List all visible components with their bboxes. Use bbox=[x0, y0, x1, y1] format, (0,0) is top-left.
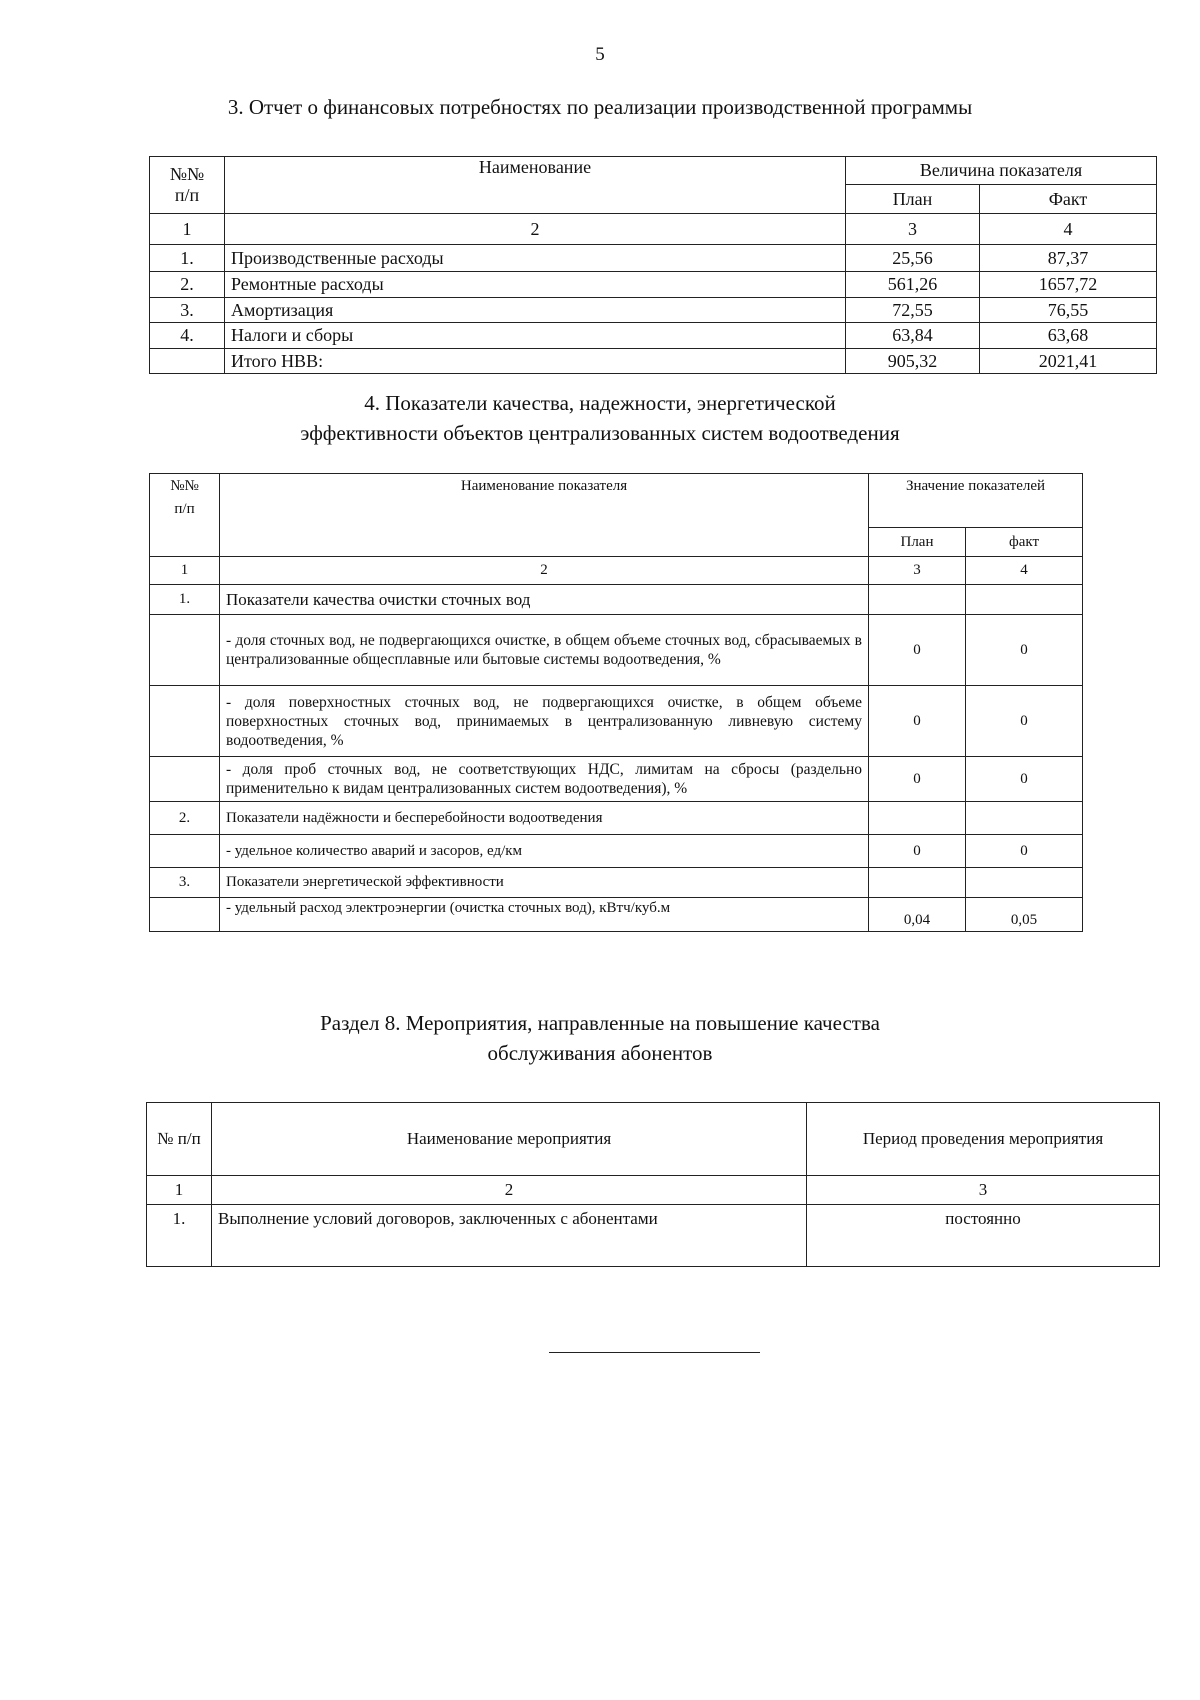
row-num bbox=[150, 835, 220, 868]
row-plan bbox=[869, 585, 966, 615]
row-fact: 0 bbox=[966, 835, 1083, 868]
section4-title-line1: 4. Показатели качества, надежности, энергетической bbox=[364, 391, 836, 415]
row-plan: 0 bbox=[869, 615, 966, 686]
table-row bbox=[150, 245, 1157, 272]
row-name: - доля проб сточных вод, не соответствующих НДС, лимитам на сбросы (раздельно применительно к видам централизованных систем водоотведения), % bbox=[220, 757, 869, 802]
table-row bbox=[150, 615, 1083, 686]
header-value: Величина показателя bbox=[846, 157, 1157, 185]
column-number-row bbox=[150, 557, 1083, 585]
row-plan: 0,04 bbox=[869, 898, 966, 932]
row-plan: 63,84 bbox=[846, 323, 980, 349]
section8-title bbox=[0, 1008, 1200, 1068]
row-fact: 0 bbox=[966, 757, 1083, 802]
row-name: Амортизация bbox=[225, 298, 846, 323]
column-number-row bbox=[147, 1176, 1160, 1205]
header-num: № п/п bbox=[147, 1103, 212, 1176]
table-header-row bbox=[150, 474, 1083, 528]
column-number: 1 bbox=[150, 557, 220, 585]
header-name: Наименование bbox=[225, 157, 846, 214]
service-measures-table bbox=[146, 1102, 1160, 1267]
table-row bbox=[150, 802, 1083, 835]
table-header-row bbox=[150, 157, 1157, 185]
row-plan: 72,55 bbox=[846, 298, 980, 323]
row-plan bbox=[869, 868, 966, 898]
row-fact: 0 bbox=[966, 686, 1083, 757]
section8-title-line1: Раздел 8. Мероприятия, направленные на повышение качества bbox=[320, 1011, 880, 1035]
page-number: 5 bbox=[595, 44, 605, 65]
row-fact: 63,68 bbox=[980, 323, 1157, 349]
header-fact: факт bbox=[966, 528, 1083, 557]
row-num: 2. bbox=[150, 802, 220, 835]
row-plan: 0 bbox=[869, 686, 966, 757]
header-num: №№ п/п bbox=[150, 474, 220, 557]
column-number: 3 bbox=[869, 557, 966, 585]
section8-title-line2: обслуживания абонентов bbox=[487, 1041, 713, 1065]
header-plan: План bbox=[869, 528, 966, 557]
row-name: Производственные расходы bbox=[225, 245, 846, 272]
table-row bbox=[150, 298, 1157, 323]
row-name: - удельное количество аварий и засоров, ед/км bbox=[220, 835, 869, 868]
row-fact bbox=[966, 868, 1083, 898]
table-row bbox=[150, 349, 1157, 374]
quality-indicators-table bbox=[149, 473, 1083, 932]
row-name: Выполнение условий договоров, заключенных с абонентами bbox=[212, 1205, 807, 1267]
row-fact: 0 bbox=[966, 615, 1083, 686]
row-num bbox=[150, 686, 220, 757]
row-plan: 0 bbox=[869, 835, 966, 868]
row-plan: 561,26 bbox=[846, 272, 980, 298]
row-num: 1. bbox=[150, 585, 220, 615]
header-name: Наименование мероприятия bbox=[212, 1103, 807, 1176]
row-name: Ремонтные расходы bbox=[225, 272, 846, 298]
column-number: 3 bbox=[846, 214, 980, 245]
table-row bbox=[150, 272, 1157, 298]
row-name: Показатели качества очистки сточных вод bbox=[220, 585, 869, 615]
column-number: 4 bbox=[966, 557, 1083, 585]
table-row bbox=[150, 323, 1157, 349]
row-num bbox=[150, 615, 220, 686]
row-name: - удельный расход электроэнергии (очистка сточных вод), кВтч/куб.м bbox=[220, 898, 869, 932]
table-header-row bbox=[147, 1103, 1160, 1176]
row-period: постоянно bbox=[807, 1205, 1160, 1267]
row-plan: 25,56 bbox=[846, 245, 980, 272]
row-name: - доля поверхностных сточных вод, не подвергающихся очистке, в общем объеме поверхностных сточных вод, принимаемых в централизованную ливневую систему водоотведения, % bbox=[220, 686, 869, 757]
row-name: - доля сточных вод, не подвергающихся очистке, в общем объеме сточных вод, сбрасываемых в централизованные общесплавные или бытовые системы водоотведения, % bbox=[220, 615, 869, 686]
row-fact: 76,55 bbox=[980, 298, 1157, 323]
row-fact: 87,37 bbox=[980, 245, 1157, 272]
row-num: 1. bbox=[147, 1205, 212, 1267]
column-number-row bbox=[150, 214, 1157, 245]
column-number: 2 bbox=[220, 557, 869, 585]
column-number: 1 bbox=[150, 214, 225, 245]
row-fact bbox=[966, 585, 1083, 615]
table-row bbox=[150, 868, 1083, 898]
table-row bbox=[147, 1205, 1160, 1267]
table-row bbox=[150, 835, 1083, 868]
row-fact: 0,05 bbox=[966, 898, 1083, 932]
financial-needs-table bbox=[149, 156, 1157, 374]
column-number: 4 bbox=[980, 214, 1157, 245]
row-num: 1. bbox=[150, 245, 225, 272]
column-number: 3 bbox=[807, 1176, 1160, 1205]
row-name: Показатели надёжности и бесперебойности водоотведения bbox=[220, 802, 869, 835]
row-fact bbox=[966, 802, 1083, 835]
header-num: №№ п/п bbox=[150, 157, 225, 214]
table-row bbox=[150, 686, 1083, 757]
row-name: Итого НВВ: bbox=[225, 349, 846, 374]
header-value: Значение показателей bbox=[869, 474, 1083, 528]
row-num: 3. bbox=[150, 868, 220, 898]
section4-title-line2: эффективности объектов централизованных систем водоотведения bbox=[300, 421, 900, 445]
column-number: 2 bbox=[212, 1176, 807, 1205]
row-fact: 2021,41 bbox=[980, 349, 1157, 374]
header-fact: Факт bbox=[980, 185, 1157, 214]
end-separator-line bbox=[549, 1352, 760, 1353]
row-num bbox=[150, 349, 225, 374]
header-plan: План bbox=[846, 185, 980, 214]
section4-title bbox=[0, 388, 1200, 448]
table-row bbox=[150, 757, 1083, 802]
row-name: Показатели энергетической эффективности bbox=[220, 868, 869, 898]
row-plan: 905,32 bbox=[846, 349, 980, 374]
row-num: 3. bbox=[150, 298, 225, 323]
row-plan bbox=[869, 802, 966, 835]
table-row bbox=[150, 585, 1083, 615]
column-number: 2 bbox=[225, 214, 846, 245]
row-num bbox=[150, 898, 220, 932]
column-number: 1 bbox=[147, 1176, 212, 1205]
row-name: Налоги и сборы bbox=[225, 323, 846, 349]
section3-title: 3. Отчет о финансовых потребностях по реализации производственной программы bbox=[227, 95, 973, 119]
table-row bbox=[150, 898, 1083, 932]
row-plan: 0 bbox=[869, 757, 966, 802]
row-num: 2. bbox=[150, 272, 225, 298]
row-num: 4. bbox=[150, 323, 225, 349]
header-name: Наименование показателя bbox=[220, 474, 869, 557]
row-num bbox=[150, 757, 220, 802]
header-period: Период проведения мероприятия bbox=[807, 1103, 1160, 1176]
row-fact: 1657,72 bbox=[980, 272, 1157, 298]
